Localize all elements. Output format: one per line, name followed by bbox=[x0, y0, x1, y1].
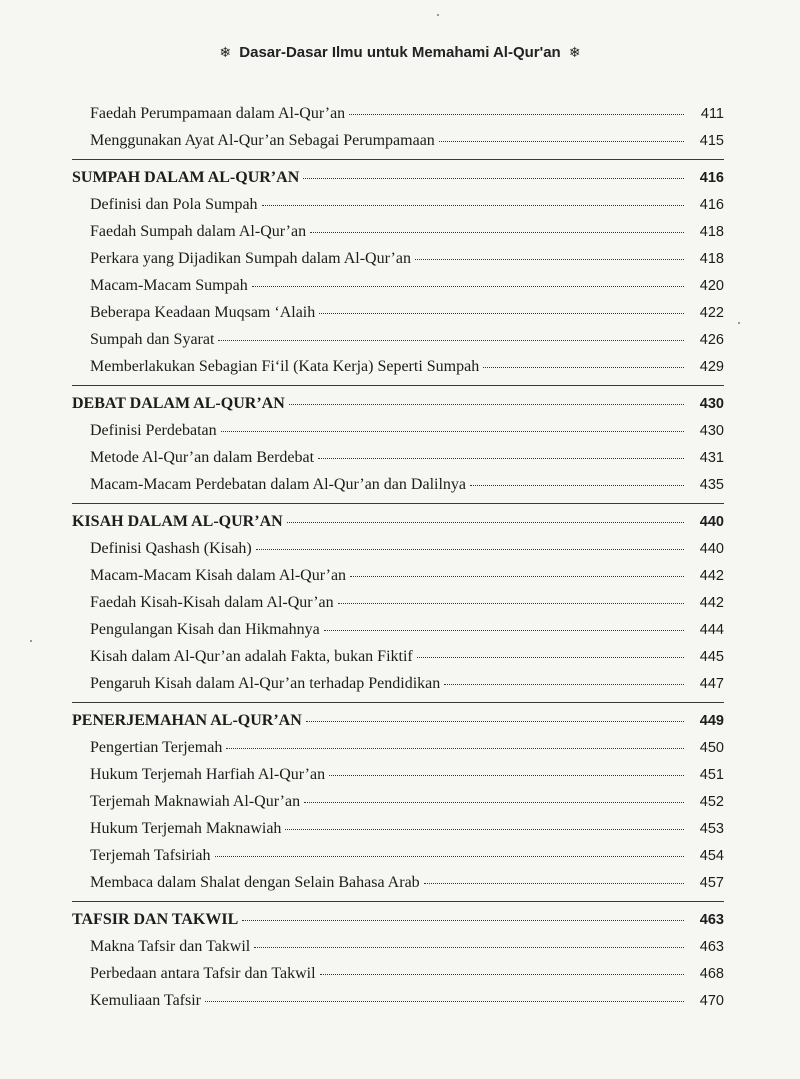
toc-entry-title: Kemuliaan Tafsir bbox=[90, 992, 201, 1009]
toc-entry bbox=[72, 218, 724, 245]
toc-section bbox=[72, 385, 724, 498]
dot-leader bbox=[289, 404, 684, 405]
toc-entry bbox=[72, 326, 724, 353]
toc-entry-page-number: 444 bbox=[699, 622, 724, 638]
toc-section-heading-title: SUMPAH DALAM AL-QUR’AN bbox=[72, 169, 300, 186]
toc-entry-page-number: 447 bbox=[699, 676, 724, 692]
toc-section bbox=[72, 503, 724, 697]
toc-entry-page-number: 431 bbox=[699, 450, 724, 466]
toc-entry bbox=[72, 272, 724, 299]
toc-entry bbox=[72, 933, 724, 960]
table-of-contents bbox=[72, 100, 724, 1014]
toc-section-heading bbox=[72, 508, 724, 535]
ornament-right-icon: ❄ bbox=[568, 44, 581, 60]
toc-entry-page-number: 463 bbox=[699, 939, 724, 955]
toc-entry-title: Makna Tafsir dan Takwil bbox=[90, 938, 251, 955]
toc-entry bbox=[72, 245, 724, 272]
toc-entry bbox=[72, 788, 724, 815]
toc-section-heading-title: DEBAT DALAM AL-QUR’AN bbox=[72, 395, 285, 412]
toc-entry-title: Definisi Perdebatan bbox=[90, 422, 217, 439]
dot-leader bbox=[242, 920, 684, 921]
toc-entry-page-number: 429 bbox=[699, 359, 724, 375]
toc-section-heading-title: PENERJEMAHAN AL-QUR’AN bbox=[72, 712, 302, 729]
toc-entry bbox=[72, 842, 724, 869]
toc-section-heading-title: KISAH DALAM AL-QUR’AN bbox=[72, 513, 283, 530]
toc-entry bbox=[72, 535, 724, 562]
toc-entry-title: Pengaruh Kisah dalam Al-Qur’an terhadap Pendidikan bbox=[90, 675, 441, 692]
toc-entry-title: Faedah Sumpah dalam Al-Qur’an bbox=[90, 223, 307, 240]
toc-entry-title: Hukum Terjemah Harfiah Al-Qur’an bbox=[90, 766, 326, 783]
ornament-left-icon: ❄ bbox=[219, 44, 232, 60]
dot-leader bbox=[483, 367, 684, 368]
toc-entry-page-number: 418 bbox=[699, 224, 724, 240]
toc-entry bbox=[72, 100, 724, 127]
dot-leader bbox=[319, 313, 684, 314]
dot-leader bbox=[415, 259, 684, 260]
dot-leader bbox=[252, 286, 684, 287]
toc-entry-page-number: 442 bbox=[699, 595, 724, 611]
toc-entry-title: Hukum Terjemah Maknawiah bbox=[90, 820, 282, 837]
toc-entry-title: Metode Al-Qur’an dalam Berdebat bbox=[90, 449, 315, 466]
toc-entry-title: Macam-Macam Kisah dalam Al-Qur’an bbox=[90, 567, 347, 584]
dot-leader bbox=[320, 974, 684, 975]
dust-speck bbox=[437, 14, 439, 16]
dot-leader bbox=[215, 856, 684, 857]
toc-section bbox=[72, 159, 724, 380]
toc-entry-page-number: 442 bbox=[699, 568, 724, 584]
book-title: Dasar-Dasar Ilmu untuk Memahami Al-Qur'an bbox=[239, 44, 561, 61]
dot-leader bbox=[417, 657, 684, 658]
toc-entry-page-number: 457 bbox=[699, 875, 724, 891]
dot-leader bbox=[285, 829, 684, 830]
toc-entry-title: Memberlakukan Sebagian Fi‘il (Kata Kerja) Seperti Sumpah bbox=[90, 358, 480, 375]
toc-entry-page-number: 453 bbox=[699, 821, 724, 837]
toc-section bbox=[72, 702, 724, 896]
toc-entry-page-number: 426 bbox=[699, 332, 724, 348]
toc-entry bbox=[72, 670, 724, 697]
toc-entry bbox=[72, 562, 724, 589]
dot-leader bbox=[444, 684, 684, 685]
toc-entry-page-number: 422 bbox=[699, 305, 724, 321]
toc-section-heading-page-number: 449 bbox=[699, 713, 724, 729]
toc-entry-title: Menggunakan Ayat Al-Qur’an Sebagai Perumpamaan bbox=[90, 132, 435, 149]
toc-entry bbox=[72, 191, 724, 218]
dot-leader bbox=[303, 178, 684, 179]
toc-section-heading-page-number: 463 bbox=[699, 912, 724, 928]
toc-entry-page-number: 454 bbox=[699, 848, 724, 864]
toc-entry-page-number: 415 bbox=[699, 133, 724, 149]
dot-leader bbox=[205, 1001, 684, 1002]
toc-entry-title: Definisi dan Pola Sumpah bbox=[90, 196, 258, 213]
toc-entry bbox=[72, 869, 724, 896]
dot-leader bbox=[324, 630, 684, 631]
dot-leader bbox=[424, 883, 684, 884]
dot-leader bbox=[338, 603, 684, 604]
toc-entry bbox=[72, 987, 724, 1014]
toc-entry-title: Terjemah Tafsiriah bbox=[90, 847, 211, 864]
toc-entry-title: Perkara yang Dijadikan Sumpah dalam Al-Qur’an bbox=[90, 250, 411, 267]
toc-entry bbox=[72, 353, 724, 380]
toc-entry bbox=[72, 127, 724, 154]
dot-leader bbox=[329, 775, 684, 776]
toc-entry-page-number: 435 bbox=[699, 477, 724, 493]
toc-entry-title: Perbedaan antara Tafsir dan Takwil bbox=[90, 965, 316, 982]
dot-leader bbox=[439, 141, 684, 142]
dot-leader bbox=[470, 485, 684, 486]
toc-section-heading-page-number: 440 bbox=[699, 514, 724, 530]
toc-entry-page-number: 468 bbox=[699, 966, 724, 982]
dot-leader bbox=[262, 205, 684, 206]
toc-entry bbox=[72, 299, 724, 326]
toc-entry-page-number: 470 bbox=[699, 993, 724, 1009]
toc-section-heading bbox=[72, 390, 724, 417]
toc-entry-title: Pengertian Terjemah bbox=[90, 739, 223, 756]
toc-entry-title: Definisi Qashash (Kisah) bbox=[90, 540, 252, 557]
toc-entry bbox=[72, 734, 724, 761]
toc-entry bbox=[72, 960, 724, 987]
dot-leader bbox=[287, 522, 684, 523]
toc-entry-title: Macam-Macam Perdebatan dalam Al-Qur’an dan Dalilnya bbox=[90, 476, 466, 493]
toc-section-heading-page-number: 430 bbox=[699, 396, 724, 412]
toc-entry bbox=[72, 761, 724, 788]
toc-entry-page-number: 411 bbox=[700, 106, 724, 122]
dot-leader bbox=[318, 458, 684, 459]
toc-entry bbox=[72, 616, 724, 643]
toc-entry-title: Beberapa Keadaan Muqsam ‘Alaih bbox=[90, 304, 316, 321]
running-header bbox=[0, 44, 800, 61]
toc-entry-page-number: 430 bbox=[699, 423, 724, 439]
toc-section-heading bbox=[72, 906, 724, 933]
toc-section-heading bbox=[72, 707, 724, 734]
dot-leader bbox=[306, 721, 684, 722]
toc-entry-page-number: 450 bbox=[699, 740, 724, 756]
toc-entry-page-number: 452 bbox=[699, 794, 724, 810]
toc-entry bbox=[72, 471, 724, 498]
toc-entry-title: Terjemah Maknawiah Al-Qur’an bbox=[90, 793, 301, 810]
dot-leader bbox=[349, 114, 684, 115]
dot-leader bbox=[304, 802, 684, 803]
dot-leader bbox=[218, 340, 684, 341]
dot-leader bbox=[226, 748, 684, 749]
toc-entry-page-number: 416 bbox=[699, 197, 724, 213]
toc-entry-page-number: 440 bbox=[699, 541, 724, 557]
dot-leader bbox=[350, 576, 684, 577]
dot-leader bbox=[254, 947, 684, 948]
toc-entry bbox=[72, 815, 724, 842]
toc-entry-title: Macam-Macam Sumpah bbox=[90, 277, 248, 294]
toc-entry-page-number: 420 bbox=[699, 278, 724, 294]
toc-entry bbox=[72, 444, 724, 471]
toc-entry bbox=[72, 417, 724, 444]
toc-entry-title: Pengulangan Kisah dan Hikmahnya bbox=[90, 621, 320, 638]
dust-speck bbox=[30, 640, 32, 642]
toc-section-heading-title: TAFSIR DAN TAKWIL bbox=[72, 911, 239, 928]
toc-section-heading-page-number: 416 bbox=[699, 170, 724, 186]
dust-speck bbox=[738, 322, 740, 324]
toc-section bbox=[72, 100, 724, 154]
dot-leader bbox=[221, 431, 684, 432]
toc-entry-page-number: 451 bbox=[699, 767, 724, 783]
toc-entry bbox=[72, 589, 724, 616]
toc-entry-title: Kisah dalam Al-Qur’an adalah Fakta, bukan Fiktif bbox=[90, 648, 413, 665]
toc-entry-title: Faedah Kisah-Kisah dalam Al-Qur’an bbox=[90, 594, 334, 611]
toc-entry-title: Membaca dalam Shalat dengan Selain Bahasa Arab bbox=[90, 874, 420, 891]
dot-leader bbox=[310, 232, 684, 233]
toc-entry-page-number: 445 bbox=[699, 649, 724, 665]
toc-entry bbox=[72, 643, 724, 670]
toc-section-heading bbox=[72, 164, 724, 191]
toc-entry-page-number: 418 bbox=[699, 251, 724, 267]
toc-section bbox=[72, 901, 724, 1014]
toc-entry-title: Faedah Perumpamaan dalam Al-Qur’an bbox=[90, 105, 346, 122]
dot-leader bbox=[256, 549, 684, 550]
toc-entry-title: Sumpah dan Syarat bbox=[90, 331, 215, 348]
